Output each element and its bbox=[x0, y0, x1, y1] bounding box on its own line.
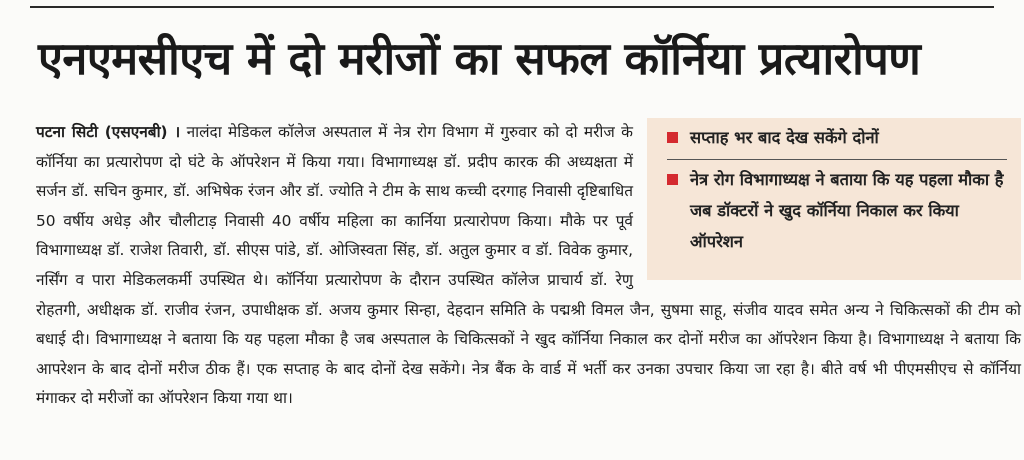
top-rule bbox=[30, 6, 994, 8]
square-bullet-icon bbox=[667, 132, 678, 143]
body-text: नालंदा मेडिकल कॉलेज अस्पताल में नेत्र रोग विभाग में गुरुवार को दो मरीज के कॉर्निया का प्रत्यारोपण दो घंटे के ऑपरेशन में किया गया। विभागाध्यक्ष डॉ. प्रदीप कारक की अध्यक्षता में सर्जन डॉ. सचिन कुमार, डॉ. अभिषेक रंजन और डॉ. ज्योति ने टीम के साथ कच्ची दरगाह निवासी दृष्टिबाधित 50 वर्षीय अधेड़ और चौलीटाड़ निवासी 40 वर्षीय महिला का कार्निया प्रत्यारोपण किया। मौके पर पूर्व विभागाध्यक्ष डॉ. राजेश तिवारी, डॉ. सीएस पांडे, डॉ. ओजिस्वता सिंह, डॉ. अतुल कुमार व डॉ. विवेक कुमार, नर्सिंग व पारा मेडिकलकर्मी उपस्थित थे। कॉर्निया प्रत्यारोपण के दौरान उपस्थित कॉलेज प्राचार्य डॉ. रेणु रोहतगी, अधीक्षक डॉ. राजीव रंजन, उपाधीक्षक डॉ. अजय कुमार सिन्हा, देहदान समिति के पद्मश्री विमल जैन, सुषमा साहू, संजीव यादव समेत अन्य ने चिकित्सकों की टीम को बधाई दी। विभागाध्यक्ष ने बताया कि यह पहला मौका है जब अस्पताल के चिकित्सकों ने खुद कॉर्निया निकाल कर दोनों मरीज का ऑपरेशन किया है। विभागाध्यक्ष ने बताया कि आपरेशन के बाद दोनों मरीज ठीक हैं। एक सप्ताह के बाद दोनों देख सकेंगे। नेत्र बैंक के वार्ड में भर्ती कर उनका उपचार किया जा रहा है। बीते वर्ष भी पीएमसीएच से कॉर्निया मंगाकर दो मरीजों का ऑपरेशन किया गया था। bbox=[36, 123, 1021, 408]
article bbox=[36, 118, 1021, 414]
highlight-point bbox=[667, 122, 1007, 153]
highlight-text: नेत्र रोग विभागाध्यक्ष ने बताया कि यह पहला मौका है जब डॉक्टरों ने खुद कॉर्निया निकाल कर किया ऑपरेशन bbox=[690, 170, 1004, 251]
highlight-box bbox=[647, 118, 1021, 280]
headline: एनएमसीएच में दो मरीजों का सफल कॉर्निया प्रत्यारोपण bbox=[38, 32, 921, 85]
highlight-text: सप्ताह भर बाद देख सकेंगे दोनों bbox=[690, 128, 879, 147]
square-bullet-icon bbox=[667, 174, 678, 185]
byline: पटना सिटी (एसएनबी) । bbox=[36, 123, 181, 141]
highlight-point bbox=[667, 159, 1007, 257]
